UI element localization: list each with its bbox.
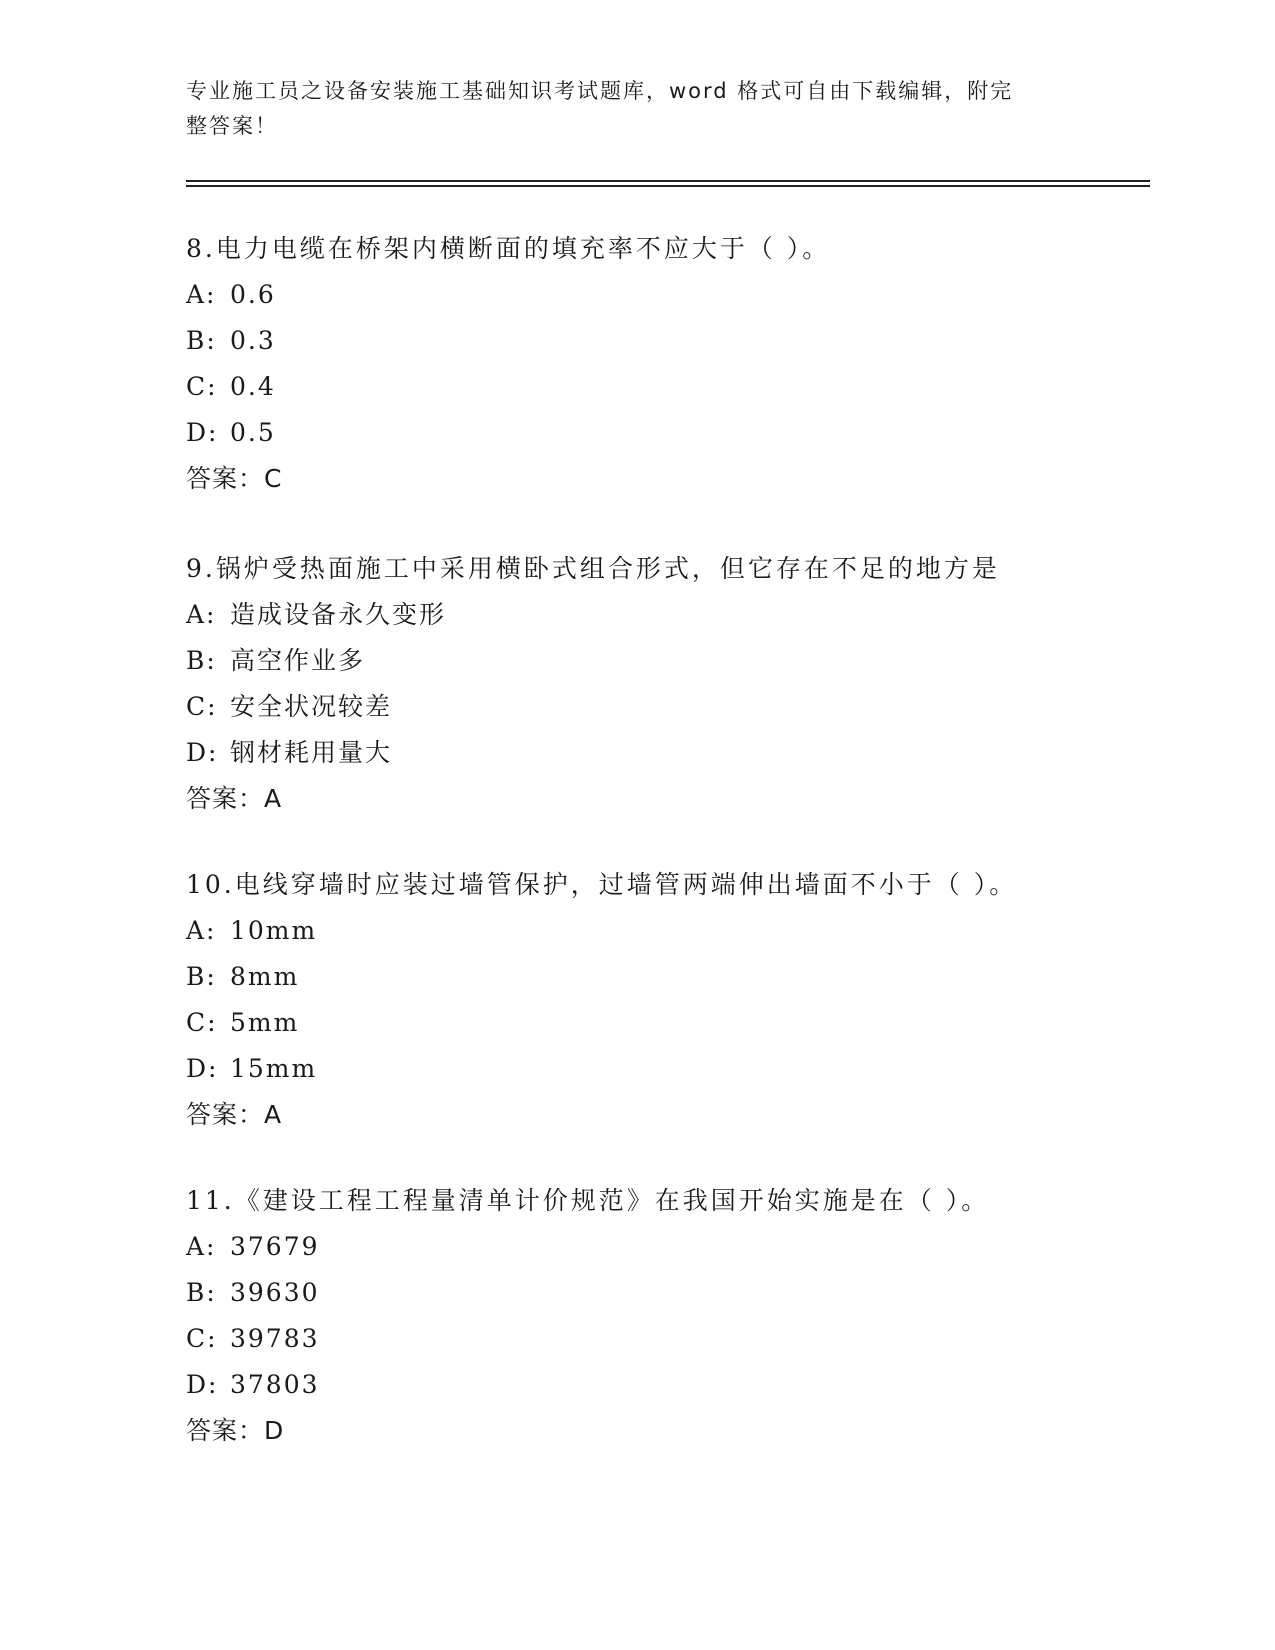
option-a bbox=[186, 272, 1146, 318]
option-text: 37679 bbox=[230, 1232, 320, 1261]
answer-line: 答案：C bbox=[186, 464, 283, 493]
option-a bbox=[186, 908, 1146, 954]
option-text: 钢材耗用量大 bbox=[230, 738, 393, 767]
document-header bbox=[186, 74, 1086, 144]
option-label: C: bbox=[186, 692, 218, 721]
option-text: 39783 bbox=[230, 1324, 320, 1353]
option-label: B: bbox=[186, 326, 217, 355]
question-11 bbox=[186, 1178, 1146, 1454]
question-9 bbox=[186, 546, 1146, 822]
option-label: C: bbox=[186, 1008, 218, 1037]
header-line-1: 专业施工员之设备安装施工基础知识考试题库，word 格式可自由下载编辑，附完 bbox=[186, 79, 1014, 103]
option-d bbox=[186, 410, 1146, 456]
option-d bbox=[186, 1046, 1146, 1092]
option-label: D: bbox=[186, 1054, 219, 1083]
option-text: 10mm bbox=[230, 916, 318, 945]
option-b bbox=[186, 318, 1146, 364]
option-label: B: bbox=[186, 1278, 217, 1307]
option-b bbox=[186, 1270, 1146, 1316]
option-label: B: bbox=[186, 962, 217, 991]
option-text: 5mm bbox=[230, 1008, 300, 1037]
option-d bbox=[186, 1362, 1146, 1408]
answer-line: 答案：A bbox=[186, 784, 283, 813]
answer-line: 答案：D bbox=[186, 1416, 285, 1445]
option-a bbox=[186, 592, 1146, 638]
option-c bbox=[186, 684, 1146, 730]
question-10 bbox=[186, 862, 1146, 1138]
question-title: 11.《建设工程工程量清单计价规范》在我国开始实施是在（ ）。 bbox=[186, 1186, 990, 1215]
option-text: 0.6 bbox=[230, 280, 276, 309]
option-label: D: bbox=[186, 418, 219, 447]
question-title: 9.锅炉受热面施工中采用横卧式组合形式，但它存在不足的地方是 bbox=[186, 554, 1000, 583]
option-text: 8mm bbox=[230, 962, 300, 991]
question-8 bbox=[186, 226, 1146, 502]
option-label: D: bbox=[186, 1370, 219, 1399]
option-label: C: bbox=[186, 1324, 218, 1353]
option-label: A: bbox=[186, 600, 217, 629]
option-b bbox=[186, 638, 1146, 684]
header-line-2: 整答案！ bbox=[186, 114, 278, 138]
option-text: 39630 bbox=[230, 1278, 320, 1307]
question-title: 8.电力电缆在桥架内横断面的填充率不应大于（ ）。 bbox=[186, 234, 831, 263]
option-a bbox=[186, 1224, 1146, 1270]
option-text: 15mm bbox=[230, 1054, 318, 1083]
question-title: 10.电线穿墙时应装过墙管保护，过墙管两端伸出墙面不小于（ ）。 bbox=[186, 870, 1018, 899]
option-d bbox=[186, 730, 1146, 776]
option-c bbox=[186, 364, 1146, 410]
option-b bbox=[186, 954, 1146, 1000]
option-c bbox=[186, 1316, 1146, 1362]
option-label: D: bbox=[186, 738, 219, 767]
option-text: 0.5 bbox=[230, 418, 276, 447]
option-label: A: bbox=[186, 1232, 217, 1261]
option-text: 安全状况较差 bbox=[230, 692, 393, 721]
option-label: A: bbox=[186, 916, 217, 945]
option-text: 37803 bbox=[230, 1370, 320, 1399]
option-text: 0.4 bbox=[230, 372, 276, 401]
option-label: B: bbox=[186, 646, 217, 675]
header-divider-top bbox=[186, 180, 1150, 182]
option-label: A: bbox=[186, 280, 217, 309]
option-c bbox=[186, 1000, 1146, 1046]
option-text: 高空作业多 bbox=[230, 646, 366, 675]
option-label: C: bbox=[186, 372, 218, 401]
header-divider-bottom bbox=[186, 185, 1150, 187]
option-text: 0.3 bbox=[230, 326, 276, 355]
option-text: 造成设备永久变形 bbox=[230, 600, 447, 629]
answer-line: 答案：A bbox=[186, 1100, 283, 1129]
